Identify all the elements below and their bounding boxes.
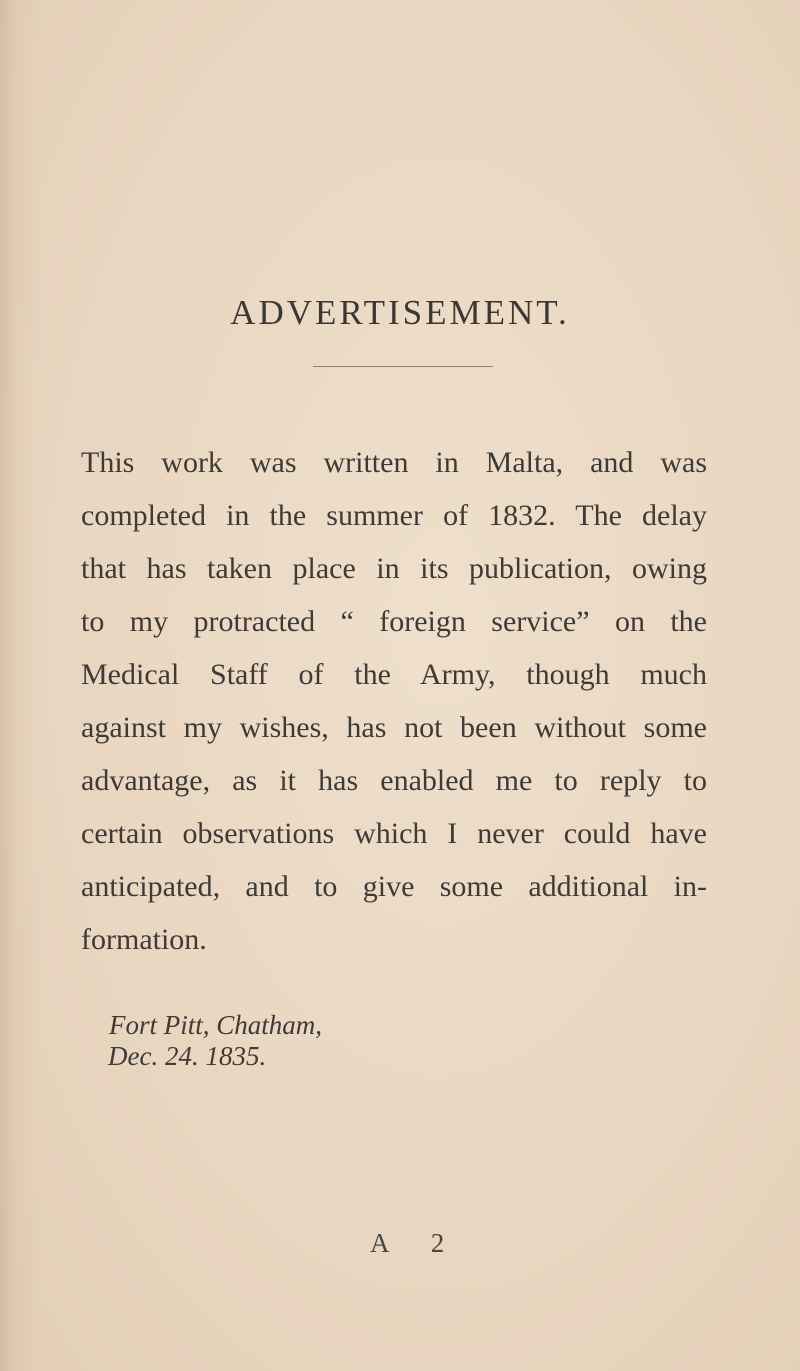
page-title: ADVERTISEMENT. (230, 293, 570, 332)
paragraph-line: that has taken place in its publication, owing (81, 552, 707, 585)
paragraph-line: certain observations which I never could have (81, 817, 707, 850)
printer-signature-mark: A 2 (370, 1228, 463, 1258)
signature-place: Fort Pitt, Chatham, (109, 1010, 323, 1040)
paragraph-line: formation. (81, 923, 207, 956)
paragraph-line: completed in the summer of 1832. The delay (81, 499, 707, 532)
paragraph-line: This work was written in Malta, and was (81, 446, 707, 479)
advertisement-paragraph (81, 436, 707, 966)
paragraph-line: to my protracted “ foreign service” on the (81, 605, 707, 638)
paragraph-line: Medical Staff of the Army, though much (81, 658, 707, 691)
heading-divider (313, 366, 493, 367)
signature-date: Dec. 24. 1835. (108, 1041, 267, 1071)
paragraph-line: against my wishes, has not been without some (81, 711, 707, 744)
signature-block (108, 1010, 322, 1072)
paragraph-line: anticipated, and to give some additional in- (81, 870, 707, 903)
paragraph-line: advantage, as it has enabled me to reply to (81, 764, 707, 797)
